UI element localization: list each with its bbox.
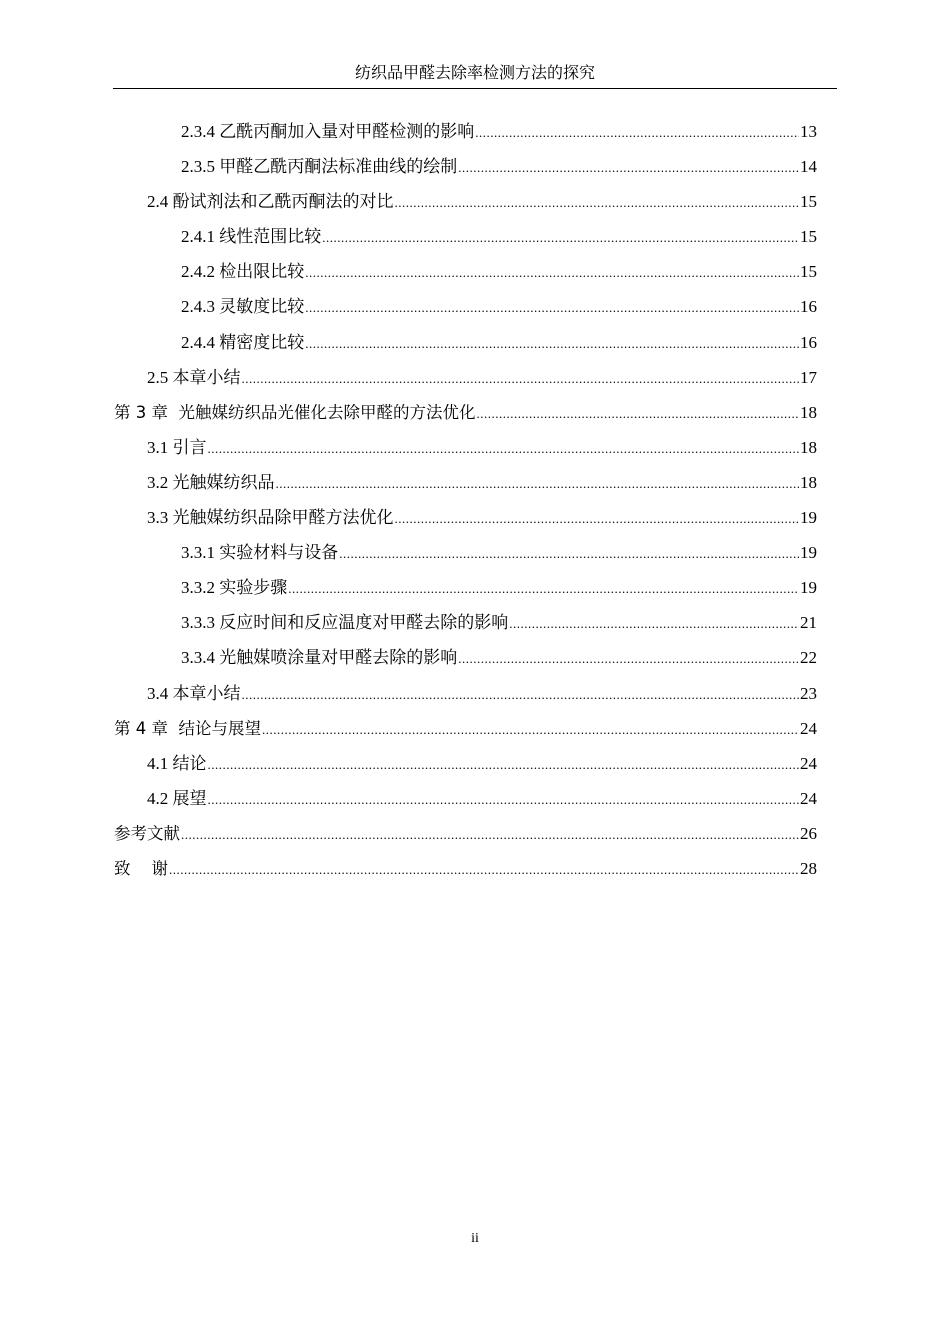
toc-entry-label: 3.3.2 实验步骤 xyxy=(181,578,288,598)
running-header: 纺织品甲醛去除率检测方法的探究 xyxy=(354,65,595,82)
toc-dot-leader xyxy=(322,220,799,255)
toc-entry-page: 23 xyxy=(800,683,817,703)
toc-entry[interactable] xyxy=(114,500,817,535)
toc-entry-label: 3.3 光触媒纺织品除甲醛方法优化 xyxy=(147,508,394,528)
toc-entry-page: 18 xyxy=(800,472,817,492)
header-rule xyxy=(113,88,837,89)
toc-dot-leader xyxy=(475,115,799,150)
toc-entry-page: 19 xyxy=(800,543,817,563)
toc-dot-leader xyxy=(242,361,800,396)
page-number: ii xyxy=(471,1231,479,1246)
toc-entry[interactable] xyxy=(114,184,817,219)
toc-entry-page: 28 xyxy=(800,858,817,878)
toc-dot-leader xyxy=(262,712,799,747)
toc-entry-page: 13 xyxy=(800,122,817,141)
toc-entry-label: 致 谢 xyxy=(114,858,168,878)
toc-entry-page: 19 xyxy=(800,578,817,598)
toc-dot-leader xyxy=(458,641,799,676)
toc-entry-label: 2.5 本章小结 xyxy=(147,367,241,387)
toc-entry-label: 2.3.4 乙酰丙酮加入量对甲醛检测的影响 xyxy=(181,122,475,141)
toc-dot-leader xyxy=(181,817,799,852)
toc-dot-leader xyxy=(305,326,799,361)
toc-entry-label: 4.2 展望 xyxy=(147,788,207,808)
toc-entry[interactable] xyxy=(114,851,817,886)
toc-entry[interactable] xyxy=(114,430,817,465)
toc-entry[interactable] xyxy=(114,605,817,640)
toc-entry[interactable] xyxy=(114,746,817,781)
toc-dot-leader xyxy=(458,150,799,185)
toc-entry-label: 2.3.5 甲醛乙酰丙酮法标准曲线的绘制 xyxy=(181,157,458,177)
toc-entry-page: 15 xyxy=(800,227,817,247)
toc-entry-label: 2.4.2 检出限比较 xyxy=(181,262,305,282)
toc-dot-leader xyxy=(276,466,800,501)
toc-entry-page: 18 xyxy=(800,402,817,422)
toc-dot-leader xyxy=(476,396,799,431)
toc-entry-page: 19 xyxy=(800,508,817,528)
toc-dot-leader xyxy=(242,677,800,712)
toc-entry[interactable] xyxy=(114,254,817,289)
toc-dot-leader xyxy=(395,185,800,220)
toc-entry[interactable] xyxy=(114,640,817,675)
toc-entry-label: 2.4.1 线性范围比较 xyxy=(181,227,322,247)
toc-entry-page: 16 xyxy=(800,332,817,352)
toc-entry-label: 3.1 引言 xyxy=(147,437,207,457)
toc-entry[interactable] xyxy=(114,289,817,324)
toc-entry-page: 21 xyxy=(800,613,817,633)
toc-dot-leader xyxy=(208,431,800,466)
toc-entry-page: 17 xyxy=(800,367,817,387)
toc-entry[interactable] xyxy=(114,114,817,149)
toc-entry-label: 参考文献 xyxy=(114,823,180,843)
toc-entry-page: 15 xyxy=(800,192,817,212)
toc-dot-leader xyxy=(208,747,800,782)
toc-dot-leader xyxy=(509,606,799,641)
toc-entry[interactable] xyxy=(114,395,817,430)
toc-entry-page: 22 xyxy=(800,648,817,668)
toc-entry-label: 3.3.3 反应时间和反应温度对甲醛去除的影响 xyxy=(181,613,509,633)
toc-entry-page: 24 xyxy=(800,753,817,773)
toc-entry[interactable] xyxy=(114,711,817,746)
toc-dot-leader xyxy=(339,536,799,571)
toc-entry-page: 24 xyxy=(800,718,817,738)
toc-entry[interactable] xyxy=(114,535,817,570)
table-of-contents xyxy=(114,114,817,886)
toc-entry[interactable] xyxy=(114,325,817,360)
toc-entry[interactable] xyxy=(114,676,817,711)
toc-entry-page: 16 xyxy=(800,297,817,317)
toc-dot-leader xyxy=(208,782,800,817)
toc-dot-leader xyxy=(305,255,799,290)
toc-entry[interactable] xyxy=(114,570,817,605)
toc-entry-label: 2.4.3 灵敏度比较 xyxy=(181,297,305,317)
toc-entry[interactable] xyxy=(114,149,817,184)
toc-dot-leader xyxy=(288,571,799,606)
toc-entry-page: 26 xyxy=(800,823,817,843)
toc-entry-label: 3.3.4 光触媒喷涂量对甲醛去除的影响 xyxy=(181,648,458,668)
toc-entry-label: 2.4.4 精密度比较 xyxy=(181,332,305,352)
toc-entry-page: 24 xyxy=(800,788,817,808)
toc-entry-label: 2.4 酚试剂法和乙酰丙酮法的对比 xyxy=(147,192,394,212)
toc-dot-leader xyxy=(395,501,800,536)
toc-entry[interactable] xyxy=(114,219,817,254)
toc-entry-label: 3.2 光触媒纺织品 xyxy=(147,472,275,492)
toc-entry-page: 14 xyxy=(800,157,817,177)
toc-entry-page: 15 xyxy=(800,262,817,282)
toc-dot-leader xyxy=(169,852,799,887)
toc-entry-page: 18 xyxy=(800,437,817,457)
toc-entry[interactable] xyxy=(114,465,817,500)
toc-entry-label: 第 3 章 光触媒纺织品光催化去除甲醛的方法优化 xyxy=(114,402,476,422)
toc-entry-label: 3.4 本章小结 xyxy=(147,683,241,703)
toc-entry[interactable] xyxy=(114,816,817,851)
toc-entry-label: 3.3.1 实验材料与设备 xyxy=(181,543,339,563)
toc-dot-leader xyxy=(305,290,799,325)
toc-entry-label: 第 4 章 结论与展望 xyxy=(114,718,261,738)
toc-entry-label: 4.1 结论 xyxy=(147,753,207,773)
toc-entry[interactable] xyxy=(114,360,817,395)
toc-entry[interactable] xyxy=(114,781,817,816)
